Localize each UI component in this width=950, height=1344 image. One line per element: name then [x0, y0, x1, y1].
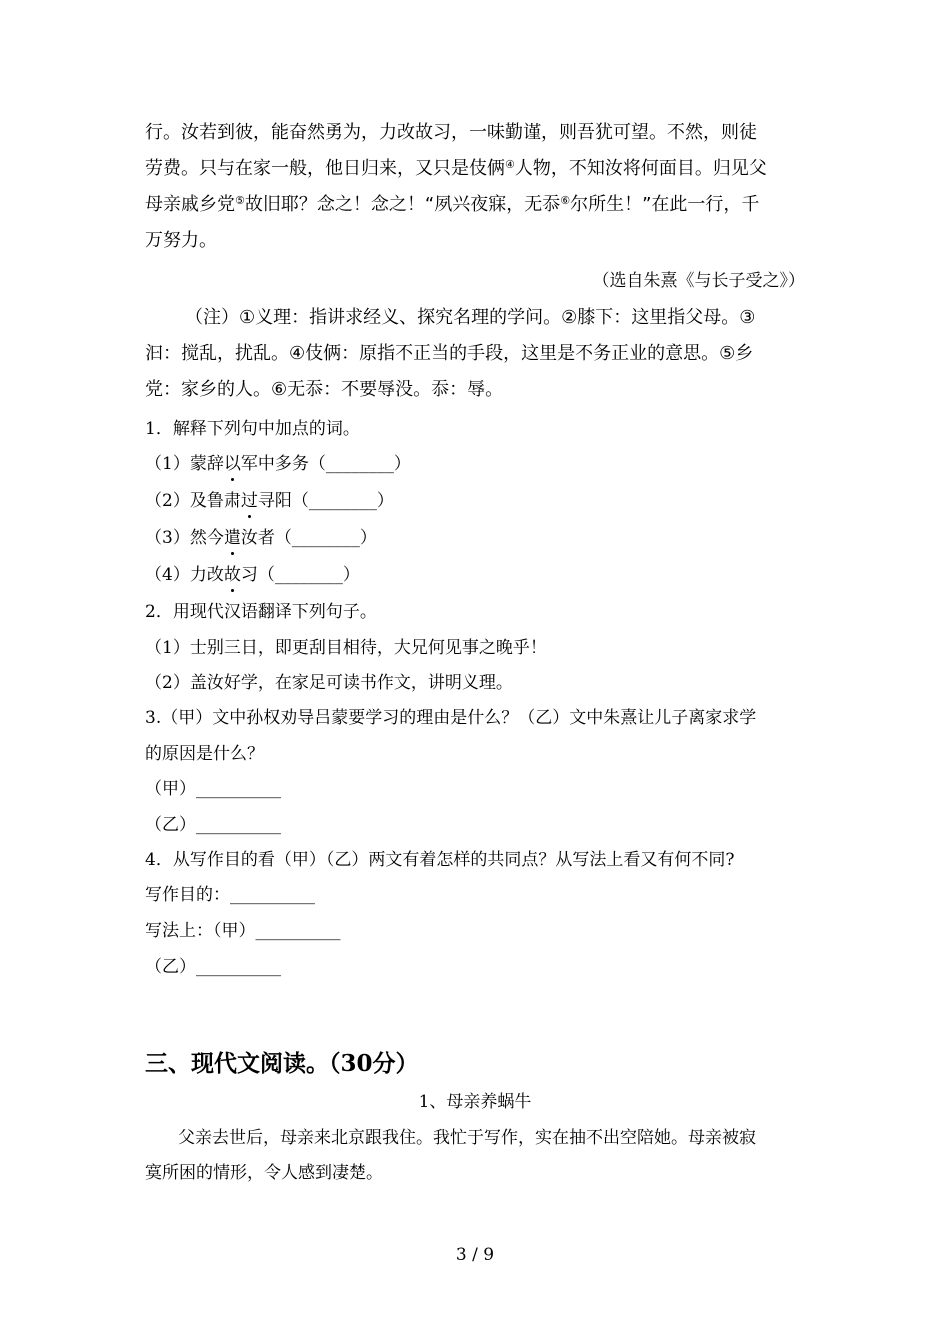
notes-line-3: 党：家乡的人。⑥无忝：不要辱没。忝：辱。 [145, 379, 504, 400]
q2-item-2: （2）盖汝好学，在家足可读书作文，讲明义理。 [145, 673, 513, 693]
q1-item-2: （2）及鲁肃过寻阳（________） [145, 491, 394, 511]
q3-answer-jia: （甲）__________ [145, 779, 281, 799]
passage-line-1: 行。汝若到彼，能奋然勇为，力改故习，一味勤谨，则吾犹可望。不然，则徒 [145, 122, 757, 143]
note-ref-6: ⑥ [560, 194, 571, 207]
q1-title: 1．解释下列句中加点的词。 [145, 419, 360, 439]
dotted-word: 故 [223, 565, 241, 585]
q3-line-1: 3.（甲）文中孙权劝导吕蒙要学习的理由是什么？（乙）文中朱熹让儿子离家求学 [145, 708, 757, 728]
article-title: 1、母亲养蜗牛 [418, 1092, 532, 1112]
dotted-word: 过 [240, 491, 258, 511]
q4-answer-purpose: 写作目的：__________ [145, 885, 315, 905]
page-number: 3 / 9 [455, 1245, 495, 1265]
q1-item-3: （3）然今遣汝者（________） [145, 528, 377, 548]
q2-title: 2．用现代汉语翻译下列句子。 [145, 602, 377, 622]
passage-line-3: 母亲戚乡党⑤故旧耶？念之！念之！“夙兴夜寐，无忝⑥尔所生！”在此一行，千 [145, 194, 760, 215]
passage-line-4: 万努力。 [145, 230, 217, 251]
note-ref-5: ⑤ [235, 194, 245, 207]
q3-line-2: 的原因是什么？ [145, 744, 264, 764]
q3-answer-yi: （乙）__________ [145, 815, 281, 835]
note-ref-4: ④ [505, 158, 515, 171]
q1-item-1: （1）蒙辞以军中多务（________） [145, 454, 411, 474]
source-citation: （选自朱熹《与长子受之》） [592, 271, 805, 291]
q4-answer-method-jia: 写法上：（甲）__________ [145, 921, 341, 941]
notes-line-1: （注）①义理：指讲求经义、探究名理的学问。②膝下：这里指父母。③ [185, 307, 756, 328]
dotted-word: 遣 [223, 528, 241, 548]
passage-line-2: 劳费。只与在家一般，他日归来，又只是伎俩④人物，不知汝将何面目。归见父 [145, 158, 767, 179]
q4-title: 4．从写作目的看（甲）（乙）两文有着怎样的共同点？从写法上看又有何不同? [145, 850, 735, 870]
article-para-line-1: 父亲去世后，母亲来北京跟我住。我忙于写作，实在抽不出空陪她。母亲被寂 [178, 1128, 756, 1148]
notes-line-2: 汩：搅乱，扰乱。④伎俩：原指不正当的手段，这里是不务正业的意思。⑤乡 [145, 343, 754, 364]
q4-answer-method-yi: （乙）__________ [145, 957, 281, 977]
q1-item-4: （4）力改故习（________） [145, 565, 360, 585]
dotted-word: 以 [223, 454, 241, 474]
article-para-line-2: 寞所困的情形，令人感到凄楚。 [145, 1163, 383, 1183]
section-heading: 三、现代文阅读。（30分） [145, 1050, 419, 1077]
q2-item-1: （1）士别三日，即更刮目相待，大兄何见事之晚乎！ [145, 638, 547, 658]
